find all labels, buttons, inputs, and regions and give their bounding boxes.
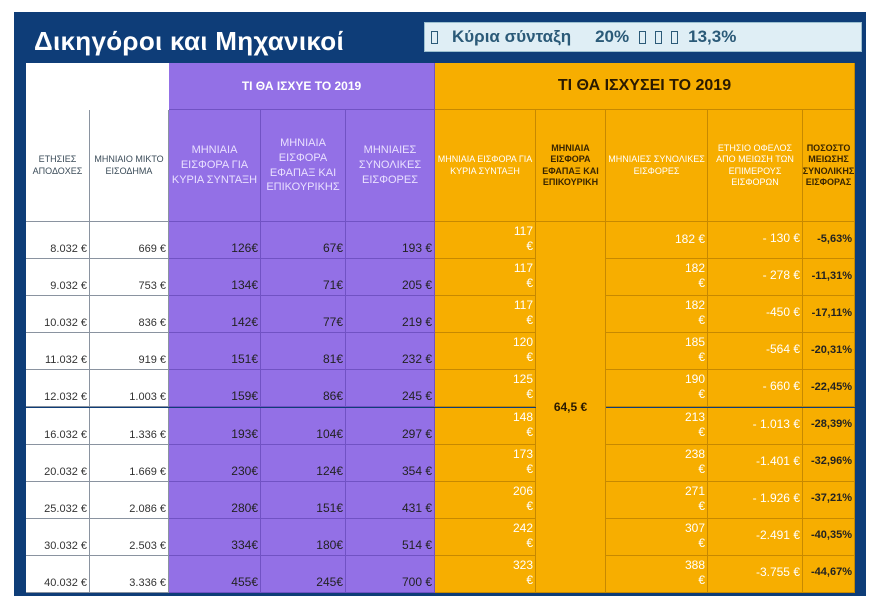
reduction-percent-cell: -28,39% <box>803 408 855 445</box>
new-main-contribution-cell <box>435 482 536 519</box>
info-label: Κύρια σύνταξη <box>452 27 572 46</box>
group-header-new: ΤΙ ΘΑ ΙΣΧΥΣΕΙ ΤΟ 2019 <box>435 63 855 110</box>
monthly-income-cell: 1.003 € <box>90 370 169 407</box>
column-header: ΜΗΝΙΑΙΑ ΕΙΣΦΟΡΑ ΕΦΑΠΑΞ ΚΑΙ ΕΠΙΚΟΥΡΙΚΗ <box>536 110 606 222</box>
old-total-contribution-cell: 700 € <box>346 556 435 593</box>
annual-income-cell: 10.032 € <box>26 296 90 333</box>
annual-benefit-cell: -450 € <box>708 296 803 333</box>
new-main-contribution-cell <box>435 519 536 556</box>
old-aux-contribution-cell: 180€ <box>261 519 346 556</box>
cell-line: € <box>526 350 533 365</box>
cell-line: 117 <box>513 261 533 276</box>
monthly-income-cell: 836 € <box>90 296 169 333</box>
group-header-old: ΤΙ ΘΑ ΙΣΧΥΕ ΤΟ 2019 <box>169 63 435 110</box>
old-total-contribution-cell: 514 € <box>346 519 435 556</box>
old-main-contribution-cell: 126€ <box>169 222 261 259</box>
old-total-contribution-cell: 431 € <box>346 482 435 519</box>
cell-line: € <box>698 461 705 476</box>
new-total-contribution-cell <box>606 333 708 370</box>
cell-line: 182 € <box>674 232 705 247</box>
cell-line: 117 <box>513 298 533 313</box>
info-percent-2: 13,3% <box>688 27 737 46</box>
cell-line: 190 <box>684 372 705 387</box>
annual-benefit-cell: -564 € <box>708 333 803 370</box>
old-aux-contribution-cell: 77€ <box>261 296 346 333</box>
annual-benefit-cell: -2.491 € <box>708 519 803 556</box>
cell-line: 307 <box>684 520 705 535</box>
new-main-contribution-cell <box>435 222 536 259</box>
cell-line: 206 <box>512 483 533 498</box>
column-header: ΕΤΗΣΙΟ ΟΦΕΛΟΣ ΑΠΟ ΜΕΙΩΣΗ ΤΩΝ ΕΠΙΜΕΡΟΥΣ ΕΙΣΦΟΡΩΝ <box>708 110 803 222</box>
old-total-contribution-cell: 219 € <box>346 296 435 333</box>
cell-line: € <box>698 350 705 365</box>
cell-line: € <box>698 313 705 328</box>
old-main-contribution-cell: 193€ <box>169 408 261 445</box>
cell-line: € <box>526 387 533 402</box>
old-total-contribution-cell: 205 € <box>346 259 435 296</box>
annual-benefit-cell: - 278 € <box>708 259 803 296</box>
cell-line: 323 <box>512 557 533 572</box>
column-header: ΜΗΝΙΑΙΕΣ ΣΥΝΟΛΙΚΕΣ ΕΙΣΦΟΡΕΣ <box>606 110 708 222</box>
annual-income-cell: 11.032 € <box>26 333 90 370</box>
cell-line: 271 <box>684 483 705 498</box>
new-main-contribution-cell <box>435 408 536 445</box>
new-total-contribution-cell <box>606 482 708 519</box>
annual-benefit-cell: - 130 € <box>708 222 803 259</box>
column-header: ΜΗΝΙΑΙΕΣ ΣΥΝΟΛΙΚΕΣ ΕΙΣΦΟΡΕΣ <box>346 110 435 222</box>
cell-line: 185 <box>684 335 705 350</box>
new-total-contribution-cell <box>606 519 708 556</box>
monthly-income-cell: 1.336 € <box>90 408 169 445</box>
old-aux-contribution-cell: 245€ <box>261 556 346 593</box>
column-header: ΜΗΝΙΑΙΟ ΜΙΚΤΟ ΕΙΣΟΔΗΜΑ <box>90 110 169 222</box>
old-aux-contribution-cell: 124€ <box>261 445 346 482</box>
monthly-income-cell: 753 € <box>90 259 169 296</box>
cell-line: € <box>526 498 533 513</box>
old-main-contribution-cell: 151€ <box>169 333 261 370</box>
new-main-contribution-cell <box>435 259 536 296</box>
cell-line: 182 <box>684 298 705 313</box>
reduction-percent-cell: -20,31% <box>803 333 855 370</box>
cell-line: 173 <box>512 446 533 461</box>
old-aux-contribution-cell: 151€ <box>261 482 346 519</box>
column-header: ΜΗΝΙΑΙΑ ΕΙΣΦΟΡΑ ΓΙΑ ΚΥΡΙΑ ΣΥΝΤΑΞΗ <box>435 110 536 222</box>
cell-line: € <box>698 498 705 513</box>
cell-line: € <box>526 239 533 253</box>
annual-income-cell: 16.032 € <box>26 408 90 445</box>
square-icon <box>655 31 662 44</box>
column-header: ΕΤΗΣΙΕΣ ΑΠΟΔΟΧΕΣ <box>26 110 90 222</box>
new-main-contribution-cell <box>435 296 536 333</box>
old-main-contribution-cell: 159€ <box>169 370 261 407</box>
old-aux-contribution-cell: 67€ <box>261 222 346 259</box>
reduction-percent-cell: -40,35% <box>803 519 855 556</box>
cell-line: 120 <box>512 335 533 350</box>
reduction-percent-cell: -17,11% <box>803 296 855 333</box>
cell-line: 148 <box>512 409 533 424</box>
new-total-contribution-cell <box>606 222 708 259</box>
annual-income-cell: 8.032 € <box>26 222 90 259</box>
info-percent-1: 20% <box>595 27 630 46</box>
new-main-contribution-cell <box>435 370 536 407</box>
slide-title: Δικηγόροι και Μηχανικοί <box>34 26 344 56</box>
old-aux-contribution-cell: 81€ <box>261 333 346 370</box>
old-total-contribution-cell: 193 € <box>346 222 435 259</box>
old-main-contribution-cell: 142€ <box>169 296 261 333</box>
old-main-contribution-cell: 334€ <box>169 519 261 556</box>
square-icon <box>639 31 646 44</box>
reduction-percent-cell: -37,21% <box>803 482 855 519</box>
monthly-income-cell: 2.503 € <box>90 519 169 556</box>
annual-income-cell: 25.032 € <box>26 482 90 519</box>
old-total-contribution-cell: 245 € <box>346 370 435 407</box>
annual-benefit-cell: -1.401 € <box>708 445 803 482</box>
cell-line: 238 <box>684 446 705 461</box>
cell-line: € <box>698 424 705 439</box>
new-total-contribution-cell <box>606 408 708 445</box>
monthly-income-cell: 919 € <box>90 333 169 370</box>
new-total-contribution-cell <box>606 370 708 407</box>
old-total-contribution-cell: 232 € <box>346 333 435 370</box>
reduction-percent-cell: -11,31% <box>803 259 855 296</box>
cell-line: 117 <box>513 224 533 238</box>
slide-frame <box>14 12 866 596</box>
cell-line: 388 <box>684 557 705 572</box>
monthly-income-cell: 669 € <box>90 222 169 259</box>
contributions-table <box>26 63 855 593</box>
monthly-income-cell: 3.336 € <box>90 556 169 593</box>
new-total-contribution-cell <box>606 445 708 482</box>
reduction-percent-cell: -44,67% <box>803 556 855 593</box>
annual-income-cell: 9.032 € <box>26 259 90 296</box>
old-total-contribution-cell: 354 € <box>346 445 435 482</box>
new-aux-contribution-merged-cell: 64,5 € <box>536 222 606 593</box>
old-aux-contribution-cell: 104€ <box>261 408 346 445</box>
annual-benefit-cell: - 1.013 € <box>708 408 803 445</box>
cell-line: € <box>526 572 533 587</box>
annual-benefit-cell: - 660 € <box>708 370 803 407</box>
old-total-contribution-cell: 297 € <box>346 408 435 445</box>
placeholder-glyphs <box>639 31 678 44</box>
new-total-contribution-cell <box>606 259 708 296</box>
cell-line: 182 <box>684 261 705 276</box>
column-header: ΜΗΝΙΑΙΑ ΕΙΣΦΟΡΑ ΕΦΑΠΑΞ ΚΑΙ ΕΠΙΚΟΥΡΙΚΗΣ <box>261 110 346 222</box>
info-box <box>424 22 862 52</box>
old-main-contribution-cell: 134€ <box>169 259 261 296</box>
column-header: ΠΟΣΟΣΤΟ ΜΕΙΩΣΗΣ ΣΥΝΟΛΙΚΗΣ ΕΙΣΦΟΡΑΣ <box>803 110 855 222</box>
cell-line: € <box>526 276 533 291</box>
annual-benefit-cell: - 1.926 € <box>708 482 803 519</box>
old-main-contribution-cell: 230€ <box>169 445 261 482</box>
old-main-contribution-cell: 455€ <box>169 556 261 593</box>
cell-line: € <box>526 461 533 476</box>
new-main-contribution-cell <box>435 556 536 593</box>
monthly-income-cell: 2.086 € <box>90 482 169 519</box>
cell-line: € <box>526 535 533 550</box>
group-header-blank <box>26 63 169 110</box>
old-main-contribution-cell: 280€ <box>169 482 261 519</box>
old-aux-contribution-cell: 86€ <box>261 370 346 407</box>
cell-line: 213 <box>684 409 705 424</box>
cell-line: 242 <box>512 520 533 535</box>
annual-benefit-cell: -3.755 € <box>708 556 803 593</box>
new-total-contribution-cell <box>606 296 708 333</box>
annual-income-cell: 20.032 € <box>26 445 90 482</box>
cell-line: € <box>698 387 705 402</box>
cell-line: € <box>698 572 705 587</box>
reduction-percent-cell: -22,45% <box>803 370 855 407</box>
column-header: ΜΗΝΙΑΙΑ ΕΙΣΦΟΡΑ ΓΙΑ ΚΥΡΙΑ ΣΥΝΤΑΞΗ <box>169 110 261 222</box>
cell-line: 125 <box>512 372 533 387</box>
checkbox-icon <box>431 31 438 44</box>
cell-line: € <box>698 535 705 550</box>
reduction-percent-cell: -32,96% <box>803 445 855 482</box>
reduction-percent-cell: -5,63% <box>803 222 855 259</box>
new-main-contribution-cell <box>435 333 536 370</box>
new-total-contribution-cell <box>606 556 708 593</box>
cell-line: € <box>698 276 705 291</box>
cell-line: € <box>526 424 533 439</box>
square-icon <box>671 31 678 44</box>
new-main-contribution-cell <box>435 445 536 482</box>
cell-line: € <box>526 313 533 328</box>
annual-income-cell: 12.032 € <box>26 370 90 407</box>
monthly-income-cell: 1.669 € <box>90 445 169 482</box>
annual-income-cell: 40.032 € <box>26 556 90 593</box>
old-aux-contribution-cell: 71€ <box>261 259 346 296</box>
annual-income-cell: 30.032 € <box>26 519 90 556</box>
